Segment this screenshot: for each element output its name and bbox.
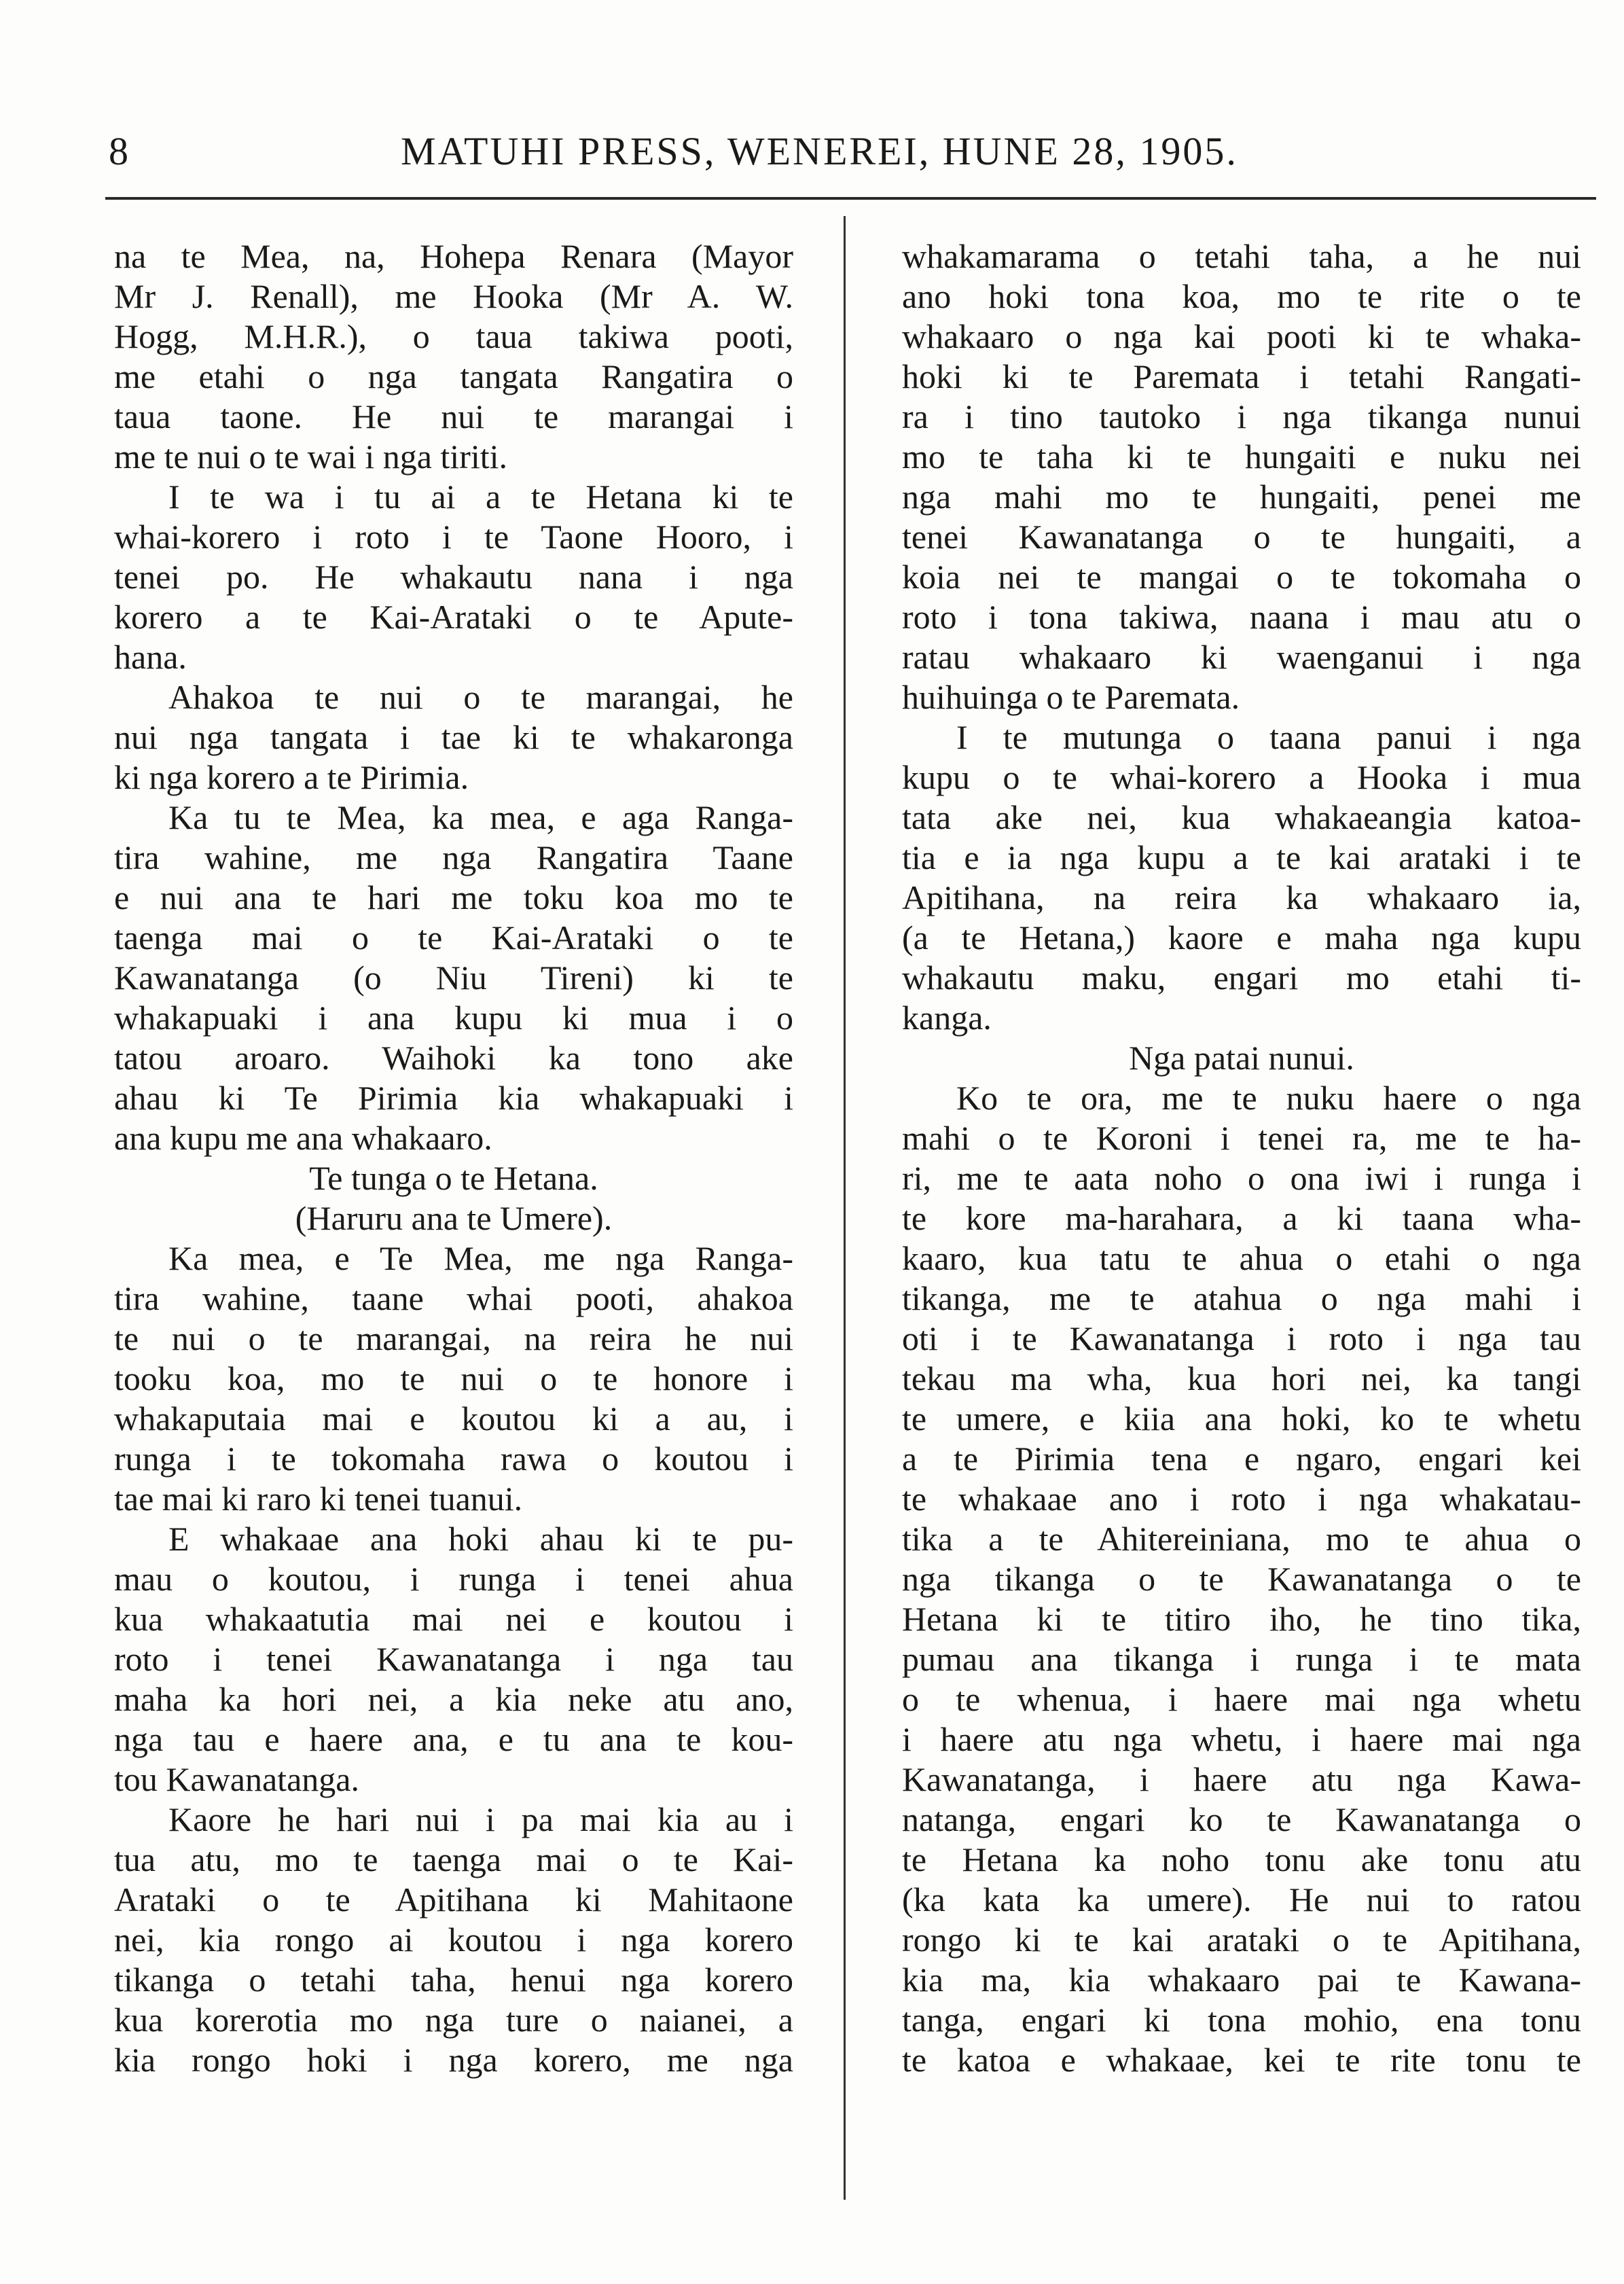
text-line: huihuinga o te Paremata. [902, 678, 1240, 716]
text-line: ano hoki tona koa, mo te rite o te [902, 277, 1581, 315]
text-line: whakapuaki i ana kupu ki mua i o [114, 999, 793, 1037]
text-line: I te mutunga o taana panui i nga [956, 718, 1581, 756]
text-line: tia e ia nga kupu a te kai arataki i te [902, 838, 1581, 876]
text-line: Apitihana, na reira ka whakaaro ia, [902, 878, 1581, 916]
page-number: 8 [109, 129, 128, 173]
text-line: tae mai ki raro ki tenei tuanui. [114, 1480, 523, 1518]
text-line: Ahakoa te nui o te marangai, he [168, 678, 793, 716]
text-line: te Hetana ka noho tonu ake tonu atu [902, 1840, 1581, 1878]
text-line: maha ka hori nei, a kia neke atu ano, [114, 1680, 793, 1718]
text-line: tanga, engari ki tona mohio, ena tonu [902, 2001, 1581, 2039]
text-line: Nga patai nunui. [1129, 1039, 1354, 1077]
text-line: tika a te Ahitereiniana, mo te ahua o [902, 1520, 1581, 1558]
text-line: tira wahine, taane whai pooti, ahakoa [114, 1279, 793, 1317]
text-line: o te whenua, i haere mai nga whetu [902, 1680, 1581, 1718]
text-line: whakamarama o tetahi taha, a he nui [902, 237, 1581, 275]
text-line: E whakaae ana hoki ahau ki te pu- [168, 1520, 793, 1558]
text-line: Hetana ki te titiro iho, he tino tika, [902, 1600, 1581, 1638]
text-line: (Haruru ana te Umere). [295, 1199, 613, 1237]
text-line: kaaro, kua tatu te ahua o etahi o nga [902, 1239, 1581, 1277]
text-line: tua atu, mo te taenga mai o te Kai- [114, 1840, 793, 1878]
text-line: mahi o te Koroni i tenei ra, me te ha- [902, 1119, 1581, 1157]
text-line: ana kupu me ana whakaaro. [114, 1119, 492, 1157]
text-line: (a te Hetana,) kaore e maha nga kupu [902, 918, 1581, 957]
text-line: te umere, e kiia ana hoki, ko te whetu [902, 1399, 1581, 1438]
left-column [114, 236, 793, 2241]
text-line: te nui o te marangai, na reira he nui [114, 1319, 793, 1357]
text-line: kua korerotia mo nga ture o naianei, a [114, 2001, 793, 2039]
text-line: ra i tino tautoko i nga tikanga nunui [902, 397, 1581, 435]
text-line: te katoa e whakaae, kei te rite tonu te [902, 2041, 1581, 2079]
text-line: whakaputaia mai e koutou ki a au, i [114, 1399, 793, 1438]
text-line: te whakaae ano i roto i nga whakatau- [902, 1480, 1581, 1518]
text-line: te kore ma-harahara, a ki taana wha- [902, 1199, 1581, 1237]
text-line: Kaore he hari nui i pa mai kia au i [168, 1800, 793, 1838]
text-line: nei, kia rongo ai koutou i nga korero [114, 1921, 793, 1959]
text-line: Ko te ora, me te nuku haere o nga [956, 1079, 1581, 1117]
text-line: Ka tu te Mea, ka mea, e aga Ranga- [168, 798, 793, 836]
text-line: me etahi o nga tangata Rangatira o [114, 357, 793, 395]
text-line: hana. [114, 638, 187, 676]
text-line: roto i tenei Kawanatanga i nga tau [114, 1640, 793, 1678]
text-line: nga tau e haere ana, e tu ana te kou- [114, 1720, 793, 1758]
text-line: kia rongo hoki i nga korero, me nga [114, 2041, 793, 2079]
text-line: tata ake nei, kua whakaeangia katoa- [902, 798, 1581, 836]
text-line: Hogg, M.H.R.), o taua takiwa pooti, [114, 317, 793, 355]
text-line: nga tikanga o te Kawanatanga o te [902, 1560, 1581, 1598]
text-line: mau o koutou, i runga i tenei ahua [114, 1560, 793, 1598]
text-line: e nui ana te hari me toku koa mo te [114, 878, 793, 916]
text-line: Mr J. Renall), me Hooka (Mr A. W. [114, 277, 793, 315]
text-line: oti i te Kawanatanga i roto i nga tau [902, 1319, 1581, 1357]
text-line: a te Pirimia tena e ngaro, engari kei [902, 1440, 1581, 1478]
text-line: na te Mea, na, Hohepa Renara (Mayor [114, 237, 793, 275]
text-line: tenei Kawanatanga o te hungaiti, a [902, 518, 1581, 556]
text-line: kia ma, kia whakaaro pai te Kawana- [902, 1961, 1581, 1999]
text-line: Kawanatanga (o Niu Tireni) ki te [114, 959, 793, 997]
text-line: Arataki o te Apitihana ki Mahitaone [114, 1880, 793, 1919]
text-line: kanga. [902, 999, 992, 1037]
text-line: whakaaro o nga kai pooti ki te whaka- [902, 317, 1581, 355]
text-line: tooku koa, mo te nui o te honore i [114, 1359, 793, 1397]
text-line: i haere atu nga whetu, i haere mai nga [902, 1720, 1581, 1758]
text-line: taua taone. He nui te marangai i [114, 397, 793, 435]
text-line: tekau ma wha, kua hori nei, ka tangi [902, 1359, 1581, 1397]
text-line: tikanga o tetahi taha, henui nga korero [114, 1961, 793, 1999]
text-line: natanga, engari ko te Kawanatanga o [902, 1800, 1581, 1838]
running-title: MATUHI PRESS, WENEREI, HUNE 28, 1905. [401, 129, 1238, 173]
text-line: ratau whakaaro ki waenganui i nga [902, 638, 1581, 676]
text-line: ki nga korero a te Pirimia. [114, 758, 469, 796]
text-line: tatou aroaro. Waihoki ka tono ake [114, 1039, 793, 1077]
right-column [902, 236, 1581, 2241]
text-line: kua whakaatutia mai nei e koutou i [114, 1600, 793, 1638]
header-rule [105, 197, 1596, 200]
text-line: rongo ki te kai arataki o te Apitihana, [902, 1921, 1581, 1959]
text-line: whakautu maku, engari mo etahi ti- [902, 959, 1581, 997]
text-line: tira wahine, me nga Rangatira Taane [114, 838, 793, 876]
text-line: Te tunga o te Hetana. [309, 1159, 598, 1197]
text-line: tou Kawanatanga. [114, 1760, 359, 1798]
text-line: Ka mea, e Te Mea, me nga Ranga- [168, 1239, 793, 1277]
text-line: korero a te Kai-Arataki o te Apute- [114, 598, 793, 636]
text-line: taenga mai o te Kai-Arataki o te [114, 918, 793, 957]
text-line: mo te taha ki te hungaiti e nuku nei [902, 438, 1581, 476]
page-header [102, 121, 1596, 182]
text-line: me te nui o te wai i nga tiriti. [114, 438, 508, 476]
text-line: hoki ki te Paremata i tetahi Rangati- [902, 357, 1581, 395]
text-line: pumau ana tikanga i runga i te mata [902, 1640, 1581, 1678]
text-line: (ka kata ka umere). He nui to ratou [902, 1880, 1581, 1919]
text-line: roto i tona takiwa, naana i mau atu o [902, 598, 1581, 636]
column-divider [844, 216, 846, 2200]
text-line: tenei po. He whakautu nana i nga [114, 558, 793, 596]
text-line: nui nga tangata i tae ki te whakaronga [114, 718, 793, 756]
text-line: Kawanatanga, i haere atu nga Kawa- [902, 1760, 1581, 1798]
text-line: koia nei te mangai o te tokomaha o [902, 558, 1581, 596]
text-line: nga mahi mo te hungaiti, penei me [902, 478, 1581, 516]
text-line: ahau ki Te Pirimia kia whakapuaki i [114, 1079, 793, 1117]
text-line: runga i te tokomaha rawa o koutou i [114, 1440, 793, 1478]
text-line: whai-korero i roto i te Taone Hooro, i [114, 518, 793, 556]
text-line: I te wa i tu ai a te Hetana ki te [168, 478, 793, 516]
text-line: tikanga, me te atahua o nga mahi i [902, 1279, 1581, 1317]
text-line: ri, me te aata noho o ona iwi i runga i [902, 1159, 1581, 1197]
text-line: kupu o te whai-korero a Hooka i mua [902, 758, 1581, 796]
